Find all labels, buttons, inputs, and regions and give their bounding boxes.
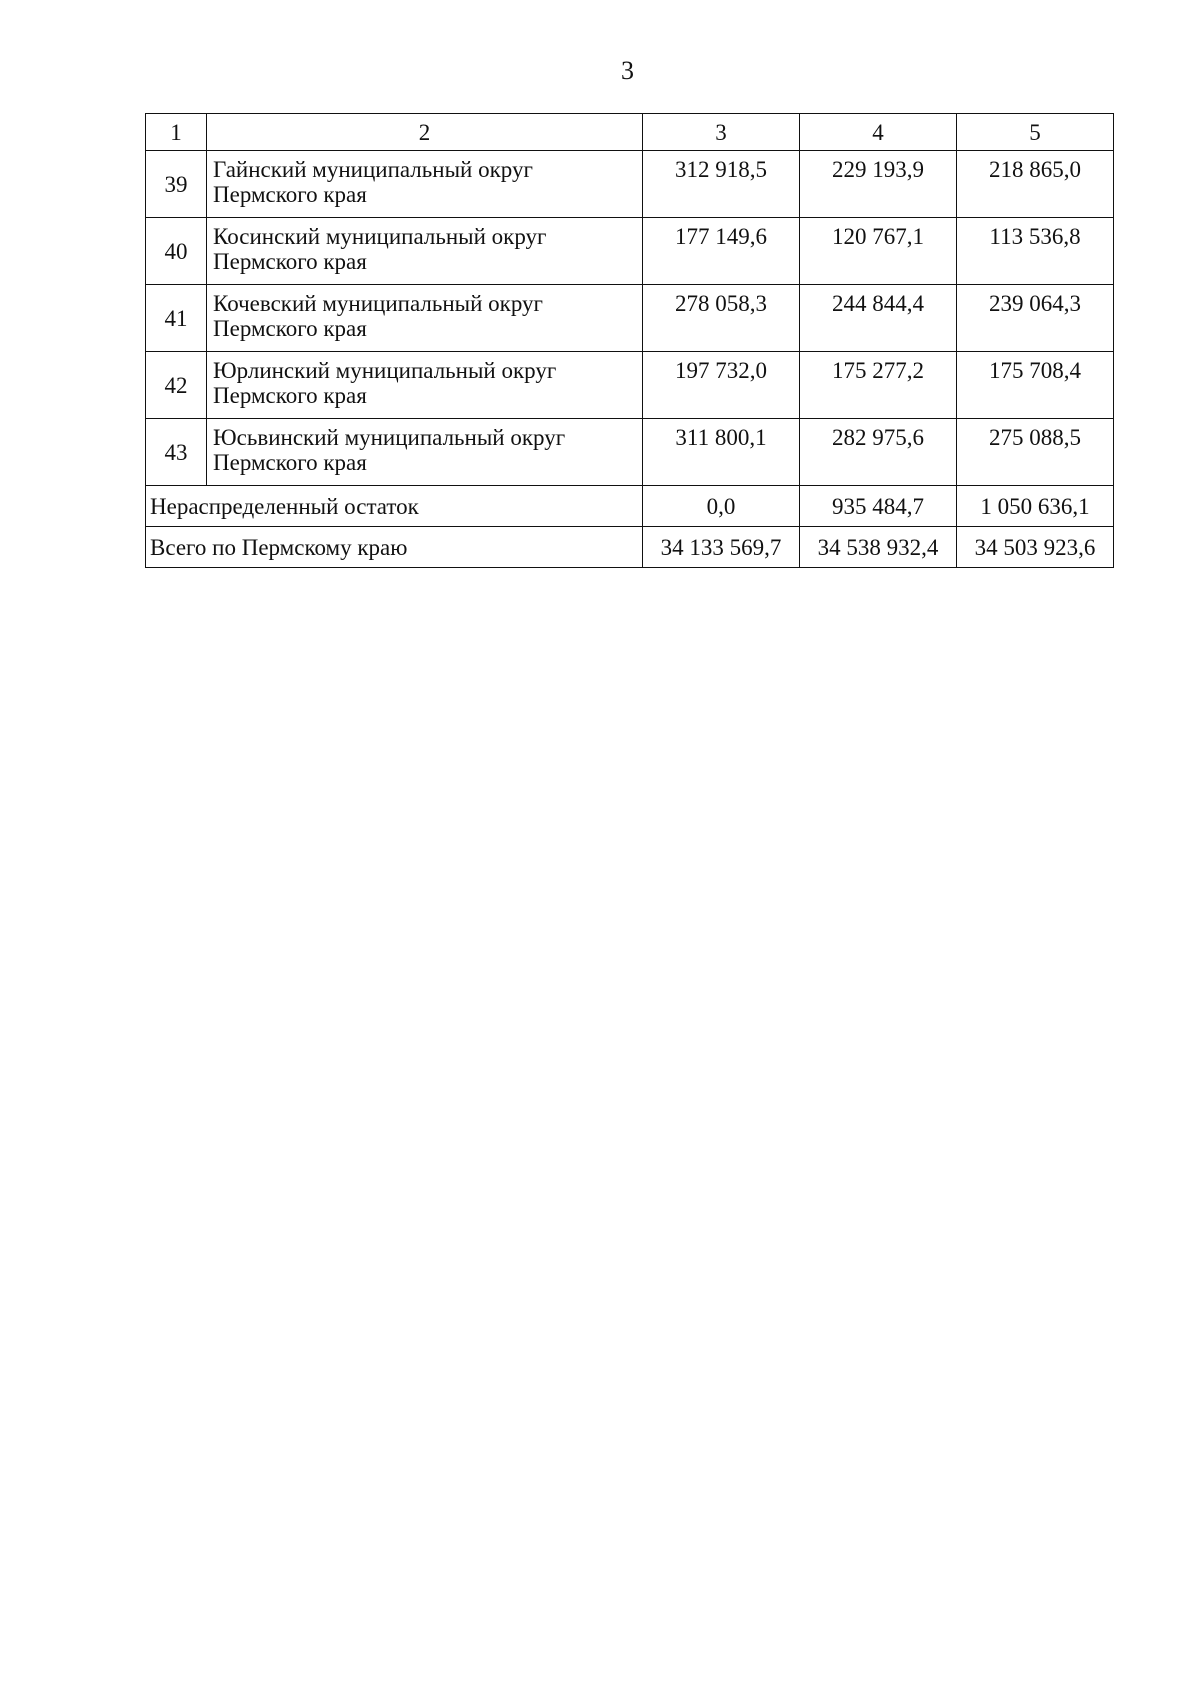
municipality-name-line2: Пермского края [213,450,367,475]
table-row [146,285,1114,352]
row-number: 39 [146,151,207,218]
municipality-name-line1: Гайнский муниципальный округ [213,157,533,182]
value-col5: 275 088,5 [957,419,1114,486]
value-col5: 113 536,8 [957,218,1114,285]
municipality-name [207,218,643,285]
unallocated-col5: 1 050 636,1 [957,486,1114,527]
column-header-4: 4 [800,114,957,151]
value-col3: 177 149,6 [643,218,800,285]
total-col5: 34 503 923,6 [957,527,1114,568]
unallocated-row [146,486,1114,527]
value-col3: 311 800,1 [643,419,800,486]
unallocated-label: Нераспределенный остаток [146,486,643,527]
value-col5: 239 064,3 [957,285,1114,352]
column-header-3: 3 [643,114,800,151]
column-header-1: 1 [146,114,207,151]
municipality-name-line2: Пермского края [213,249,367,274]
table-row [146,419,1114,486]
municipality-name-line1: Кочевский муниципальный округ [213,291,543,316]
value-col4: 175 277,2 [800,352,957,419]
municipality-name-line1: Юрлинский муниципальный округ [213,358,557,383]
municipality-name-line1: Юсьвинский муниципальный округ [213,425,566,450]
value-col3: 278 058,3 [643,285,800,352]
budget-table [145,113,1114,568]
row-number: 40 [146,218,207,285]
total-col3: 34 133 569,7 [643,527,800,568]
value-col4: 229 193,9 [800,151,957,218]
page-number: 3 [621,56,634,85]
municipality-name [207,151,643,218]
municipality-name-line2: Пермского края [213,383,367,408]
row-number: 42 [146,352,207,419]
unallocated-col3: 0,0 [643,486,800,527]
table-row [146,218,1114,285]
table-row [146,151,1114,218]
value-col5: 218 865,0 [957,151,1114,218]
municipality-name [207,285,643,352]
value-col4: 244 844,4 [800,285,957,352]
total-label: Всего по Пермскому краю [146,527,643,568]
value-col4: 282 975,6 [800,419,957,486]
value-col3: 312 918,5 [643,151,800,218]
value-col4: 120 767,1 [800,218,957,285]
row-number: 43 [146,419,207,486]
table-header-row [146,114,1114,151]
municipality-name-line2: Пермского края [213,182,367,207]
municipality-name [207,352,643,419]
municipality-name [207,419,643,486]
municipality-name-line2: Пермского края [213,316,367,341]
row-number: 41 [146,285,207,352]
municipality-name-line1: Косинский муниципальный округ [213,224,547,249]
total-col4: 34 538 932,4 [800,527,957,568]
column-header-2: 2 [207,114,643,151]
table-row [146,352,1114,419]
value-col5: 175 708,4 [957,352,1114,419]
column-header-5: 5 [957,114,1114,151]
total-row [146,527,1114,568]
unallocated-col4: 935 484,7 [800,486,957,527]
value-col3: 197 732,0 [643,352,800,419]
